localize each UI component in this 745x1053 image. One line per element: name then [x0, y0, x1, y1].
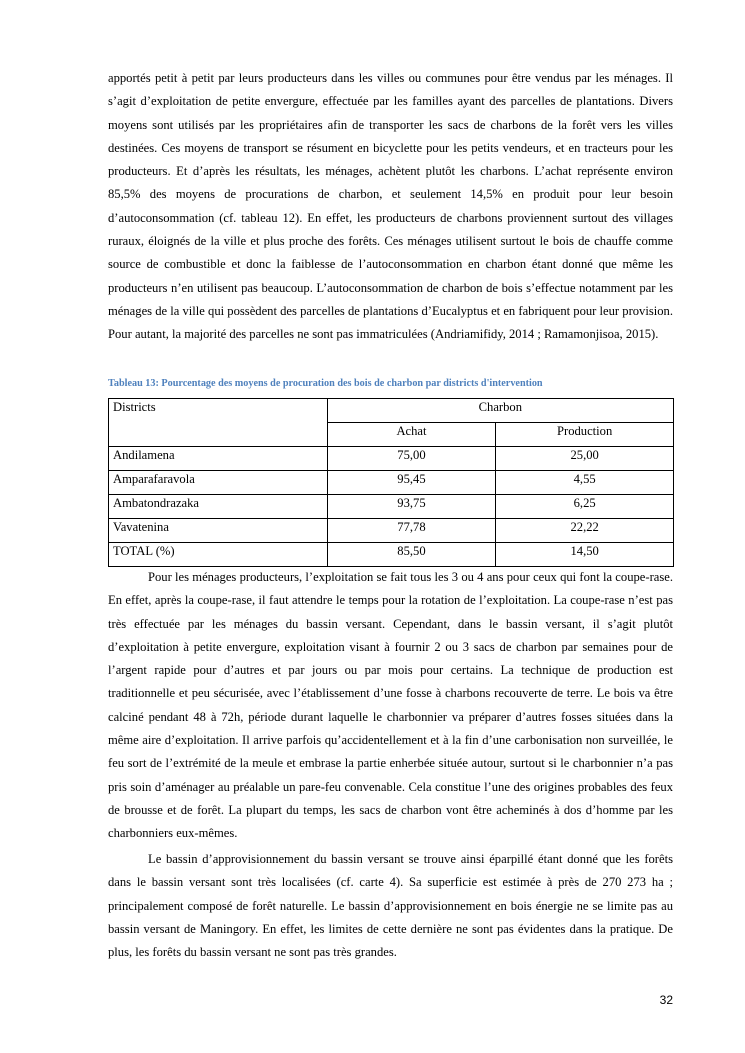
cell-district: Vavatenina — [109, 519, 328, 543]
cell-district: TOTAL (%) — [109, 543, 328, 567]
header-achat: Achat — [327, 423, 496, 447]
paragraph-intro: apportés petit à petit par leurs producteurs dans les villes ou communes pour être vendus par les ménages. Il s’agit d’exploitation de petite envergure, effectuée par les familles ayant des parcelles de plantations. Divers moyens sont utilisés par les propriétaires afin de transporter les sacs de charbons de la forêt vers les villes destinées. Ces moyens de transport se résument en bicyclette pour les petits vendeurs, et en tracteurs pour les producteurs. Et d’après les résultats, les ménages, achètent plutôt les charbons. L’achat représente environ 85,5% des moyens de procurations de charbon, et seulement 14,5% en produit pour leur besoin d’autoconsommation (cf. tableau 12). En effet, les producteurs de charbons proviennent surtout des villages ruraux, éloignés de la ville et plus proche des forêts. Ces ménages utilisent surtout le bois de chauffe comme source de combustible et donc la faiblesse de l’autoconsommation en charbon étant donné que même les producteurs n’en utilisent pas beaucoup. L’autoconsommation de charbon de bois s’effectue notamment par les ménages de la ville qui possèdent des parcelles de plantations d’Eucalyptus et en fabriquent pour leur provision. Pour autant, la majorité des parcelles ne sont pas immatriculées (Andriamifidy, 2014 ; Ramamonjisoa, 2015). — [108, 71, 673, 342]
cell-district: Andilamena — [109, 447, 328, 471]
table-row — [109, 471, 674, 495]
paragraph-supply-basin: Le bassin d’approvisionnement du bassin versant se trouve ainsi éparpillé étant donné que les forêts dans le bassin versant sont très localisées (cf. carte 4). Sa superficie est estimée à près de 270 273 ha ; principalement composé de forêt naturelle. Le bassin d’approvisionnement en bois énergie ne se limite pas au bassin versant de Maningory. En effet, les limites de cette dernière ne sont pas évidentes dans la pratique. De plus, les forêts du bassin versant ne sont pas très grandes. — [108, 852, 673, 960]
header-charbon: Charbon — [327, 399, 673, 423]
cell-district: Ambatondrazaka — [109, 495, 328, 519]
cell-production: 25,00 — [496, 447, 674, 471]
header-production: Production — [496, 423, 674, 447]
table-caption: Tableau 13: Pourcentage des moyens de procuration des bois de charbon par districts d'intervention — [108, 378, 543, 389]
cell-achat: 77,78 — [327, 519, 496, 543]
charcoal-procurement-table — [108, 398, 674, 567]
cell-achat: 95,45 — [327, 471, 496, 495]
table-total-row — [109, 543, 674, 567]
paragraph-production: Pour les ménages producteurs, l’exploitation se fait tous les 3 ou 4 ans pour ceux qui font la coupe-rase. En effet, après la coupe-rase, il faut attendre le temps pour la rotation de l’exploitation. La coupe-rase n’est pas très effectuée par les ménages du bassin versant. Cependant, dans le bassin versant, il s’agit plutôt d’exploitation à petite envergure, exploitation visant à fournir 2 ou 3 sacs de charbon par semaines pour de l’argent rapide pour d’autres et par jours ou par mois pour certains. La technique de production est traditionnelle et peu sécurisée, avec l’établissement d’une fosse à charbons recouverte de terre. Le bois va être calciné pendant 48 à 72h, période durant laquelle le charbonnier va préparer d’autres fosses situées dans la même aire d’exploitation. Il arrive parfois qu’accidentellement et à la fin d’une carbonisation non surveillée, le feu sort de l’extrémité de la meule et embrase la partie enherbée située autour, surtout si le charbonnier n’a pas pris soin d’aménager au préalable un pare-feu convenable. Cela constitue l’une des origines probables des feux de brousse et de forêt. La plupart du temps, les sacs de charbon vont être acheminés à dos d’homme par les charbonniers eux-mêmes. — [108, 570, 673, 841]
header-districts: Districts — [109, 399, 328, 447]
table-row — [109, 447, 674, 471]
table-row — [109, 495, 674, 519]
cell-achat: 85,50 — [327, 543, 496, 567]
table-row — [109, 519, 674, 543]
table-header-row — [109, 399, 674, 423]
cell-production: 4,55 — [496, 471, 674, 495]
cell-production: 6,25 — [496, 495, 674, 519]
cell-achat: 75,00 — [327, 447, 496, 471]
cell-district: Amparafaravola — [109, 471, 328, 495]
cell-production: 22,22 — [496, 519, 674, 543]
page-number: 32 — [659, 993, 673, 1007]
cell-production: 14,50 — [496, 543, 674, 567]
cell-achat: 93,75 — [327, 495, 496, 519]
